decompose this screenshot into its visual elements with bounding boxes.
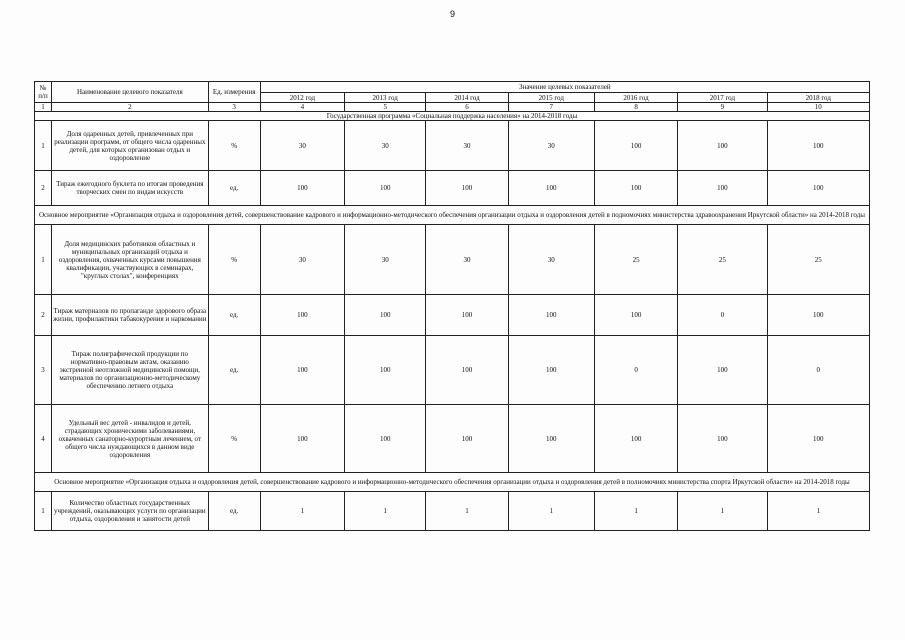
- page-number: 9: [449, 9, 455, 19]
- value-cell: 30: [426, 225, 508, 295]
- value-cell: 100: [594, 171, 677, 206]
- row-number: 2: [35, 171, 52, 206]
- value-cell: 100: [767, 295, 869, 336]
- unit-cell: %: [208, 405, 260, 473]
- column-number: 2: [52, 103, 209, 112]
- value-cell: 100: [426, 336, 508, 405]
- value-cell: 100: [767, 171, 869, 206]
- header-year: 2018 год: [767, 93, 869, 103]
- value-cell: 1: [594, 492, 677, 531]
- table-row: [35, 336, 870, 405]
- column-number: 1: [35, 103, 52, 112]
- column-number: 6: [426, 103, 508, 112]
- value-cell: 100: [345, 405, 426, 473]
- value-cell: 100: [508, 336, 594, 405]
- value-cell: 25: [594, 225, 677, 295]
- value-cell: 100: [345, 336, 426, 405]
- header-name: Наименование целевого показателя: [52, 82, 209, 103]
- table-row: [35, 225, 870, 295]
- column-number: 7: [508, 103, 594, 112]
- value-cell: 30: [508, 121, 594, 171]
- value-cell: 100: [678, 336, 767, 405]
- value-cell: 100: [594, 121, 677, 171]
- indicator-name: Тираж полиграфической продукции по нормативно-правовым актам, оказанию экстренной неотложной медицинской помощи, материалов по организационно-методическому обеспечению летнего отдыха: [52, 336, 209, 405]
- value-cell: 100: [260, 295, 344, 336]
- column-number: 9: [678, 103, 767, 112]
- unit-cell: ед.: [208, 492, 260, 531]
- value-cell: 100: [426, 171, 508, 206]
- header-year: 2017 год: [678, 93, 767, 103]
- section-row: [35, 112, 870, 121]
- header-num: № п/п: [35, 82, 52, 103]
- row-number: 1: [35, 121, 52, 171]
- value-cell: 1: [345, 492, 426, 531]
- header-year: 2013 год: [345, 93, 426, 103]
- indicator-name: Тираж ежегодного буклета по итогам проведения творческих смен по видам искусств: [52, 171, 209, 206]
- value-cell: 30: [260, 121, 344, 171]
- value-cell: 1: [767, 492, 869, 531]
- column-number: 4: [260, 103, 344, 112]
- value-cell: 100: [508, 405, 594, 473]
- header-year: 2015 год: [508, 93, 594, 103]
- column-number: 10: [767, 103, 869, 112]
- header-year: 2016 год: [594, 93, 677, 103]
- table-row: [35, 405, 870, 473]
- value-cell: 30: [508, 225, 594, 295]
- header-values-group: Значение целевых показателей: [260, 82, 869, 93]
- value-cell: 100: [260, 405, 344, 473]
- value-cell: 30: [345, 225, 426, 295]
- value-cell: 100: [345, 171, 426, 206]
- section-title: Основное мероприятие «Организация отдыха и оздоровления детей, совершенствование кадрового и информационно-методического обеспечения организации отдыха и оздоровления детей в полномочиях министерства спорта Иркутской области» на 2014-2018 годы: [35, 473, 870, 492]
- row-number: 2: [35, 295, 52, 336]
- indicator-name: Количество областных государственных учреждений, оказывающих услуги по организации отдыха, оздоровления и занятости детей: [52, 492, 209, 531]
- value-cell: 30: [260, 225, 344, 295]
- value-cell: 100: [345, 295, 426, 336]
- value-cell: 100: [678, 171, 767, 206]
- value-cell: 1: [678, 492, 767, 531]
- column-number: 3: [208, 103, 260, 112]
- indicator-name: Доля одаренных детей, привлеченных при реализации программ, от общего числа одаренных детей, для которых организован отдых и оздоровление: [52, 121, 209, 171]
- value-cell: 100: [426, 295, 508, 336]
- value-cell: 100: [508, 295, 594, 336]
- value-cell: 100: [260, 336, 344, 405]
- value-cell: 30: [345, 121, 426, 171]
- column-number: 8: [594, 103, 677, 112]
- table-row: [35, 295, 870, 336]
- value-cell: 100: [508, 171, 594, 206]
- value-cell: 100: [260, 171, 344, 206]
- section-row: [35, 206, 870, 225]
- value-cell: 100: [767, 405, 869, 473]
- table-row: [35, 171, 870, 206]
- unit-cell: ед.: [208, 171, 260, 206]
- unit-cell: %: [208, 225, 260, 295]
- row-number: 3: [35, 336, 52, 405]
- value-cell: 100: [678, 405, 767, 473]
- value-cell: 1: [508, 492, 594, 531]
- value-cell: 0: [594, 336, 677, 405]
- section-title: Основное мероприятие «Организация отдыха и оздоровления детей, совершенствование кадрового и информационно-методического обеспечения организации отдыха и оздоровления детей в подномочиях министерства здравоохранения Иркутской области» на 2014-2018 годы: [35, 206, 870, 225]
- table-row: [35, 121, 870, 171]
- table-row: [35, 492, 870, 531]
- indicator-name: Удельный вес детей - инвалидов и детей, страдающих хроническими заболеваниями, охваченных санаторно-курортным лечением, от общего числа нуждающихся в данном виде оздоровления: [52, 405, 209, 473]
- target-indicators-table: [34, 81, 870, 531]
- value-cell: 100: [426, 405, 508, 473]
- value-cell: 0: [678, 295, 767, 336]
- value-cell: 100: [767, 121, 869, 171]
- value-cell: 1: [426, 492, 508, 531]
- value-cell: 25: [767, 225, 869, 295]
- row-number: 4: [35, 405, 52, 473]
- value-cell: 0: [767, 336, 869, 405]
- row-number: 1: [35, 492, 52, 531]
- value-cell: 100: [678, 121, 767, 171]
- header-year: 2014 год: [426, 93, 508, 103]
- section-title: Государственная программа «Социальная поддержка населения» на 2014-2018 годы: [35, 112, 870, 121]
- section-row: [35, 473, 870, 492]
- unit-cell: %: [208, 121, 260, 171]
- value-cell: 1: [260, 492, 344, 531]
- indicator-name: Доля медицинских работников областных и муниципальных организаций отдыха и оздоровления, охваченных курсами повышения квалификации, участвующих в семинарах, "круглых столах", конференциях: [52, 225, 209, 295]
- value-cell: 100: [594, 295, 677, 336]
- indicator-name: Тираж материалов по пропаганде здорового образа жизни, профилактики табакокурения и наркомании: [52, 295, 209, 336]
- value-cell: 25: [678, 225, 767, 295]
- value-cell: 30: [426, 121, 508, 171]
- row-number: 1: [35, 225, 52, 295]
- unit-cell: ед.: [208, 295, 260, 336]
- header-year: 2012 год: [260, 93, 344, 103]
- header-unit: Ед. измерения: [208, 82, 260, 103]
- value-cell: 100: [594, 405, 677, 473]
- column-number: 5: [345, 103, 426, 112]
- unit-cell: ед.: [208, 336, 260, 405]
